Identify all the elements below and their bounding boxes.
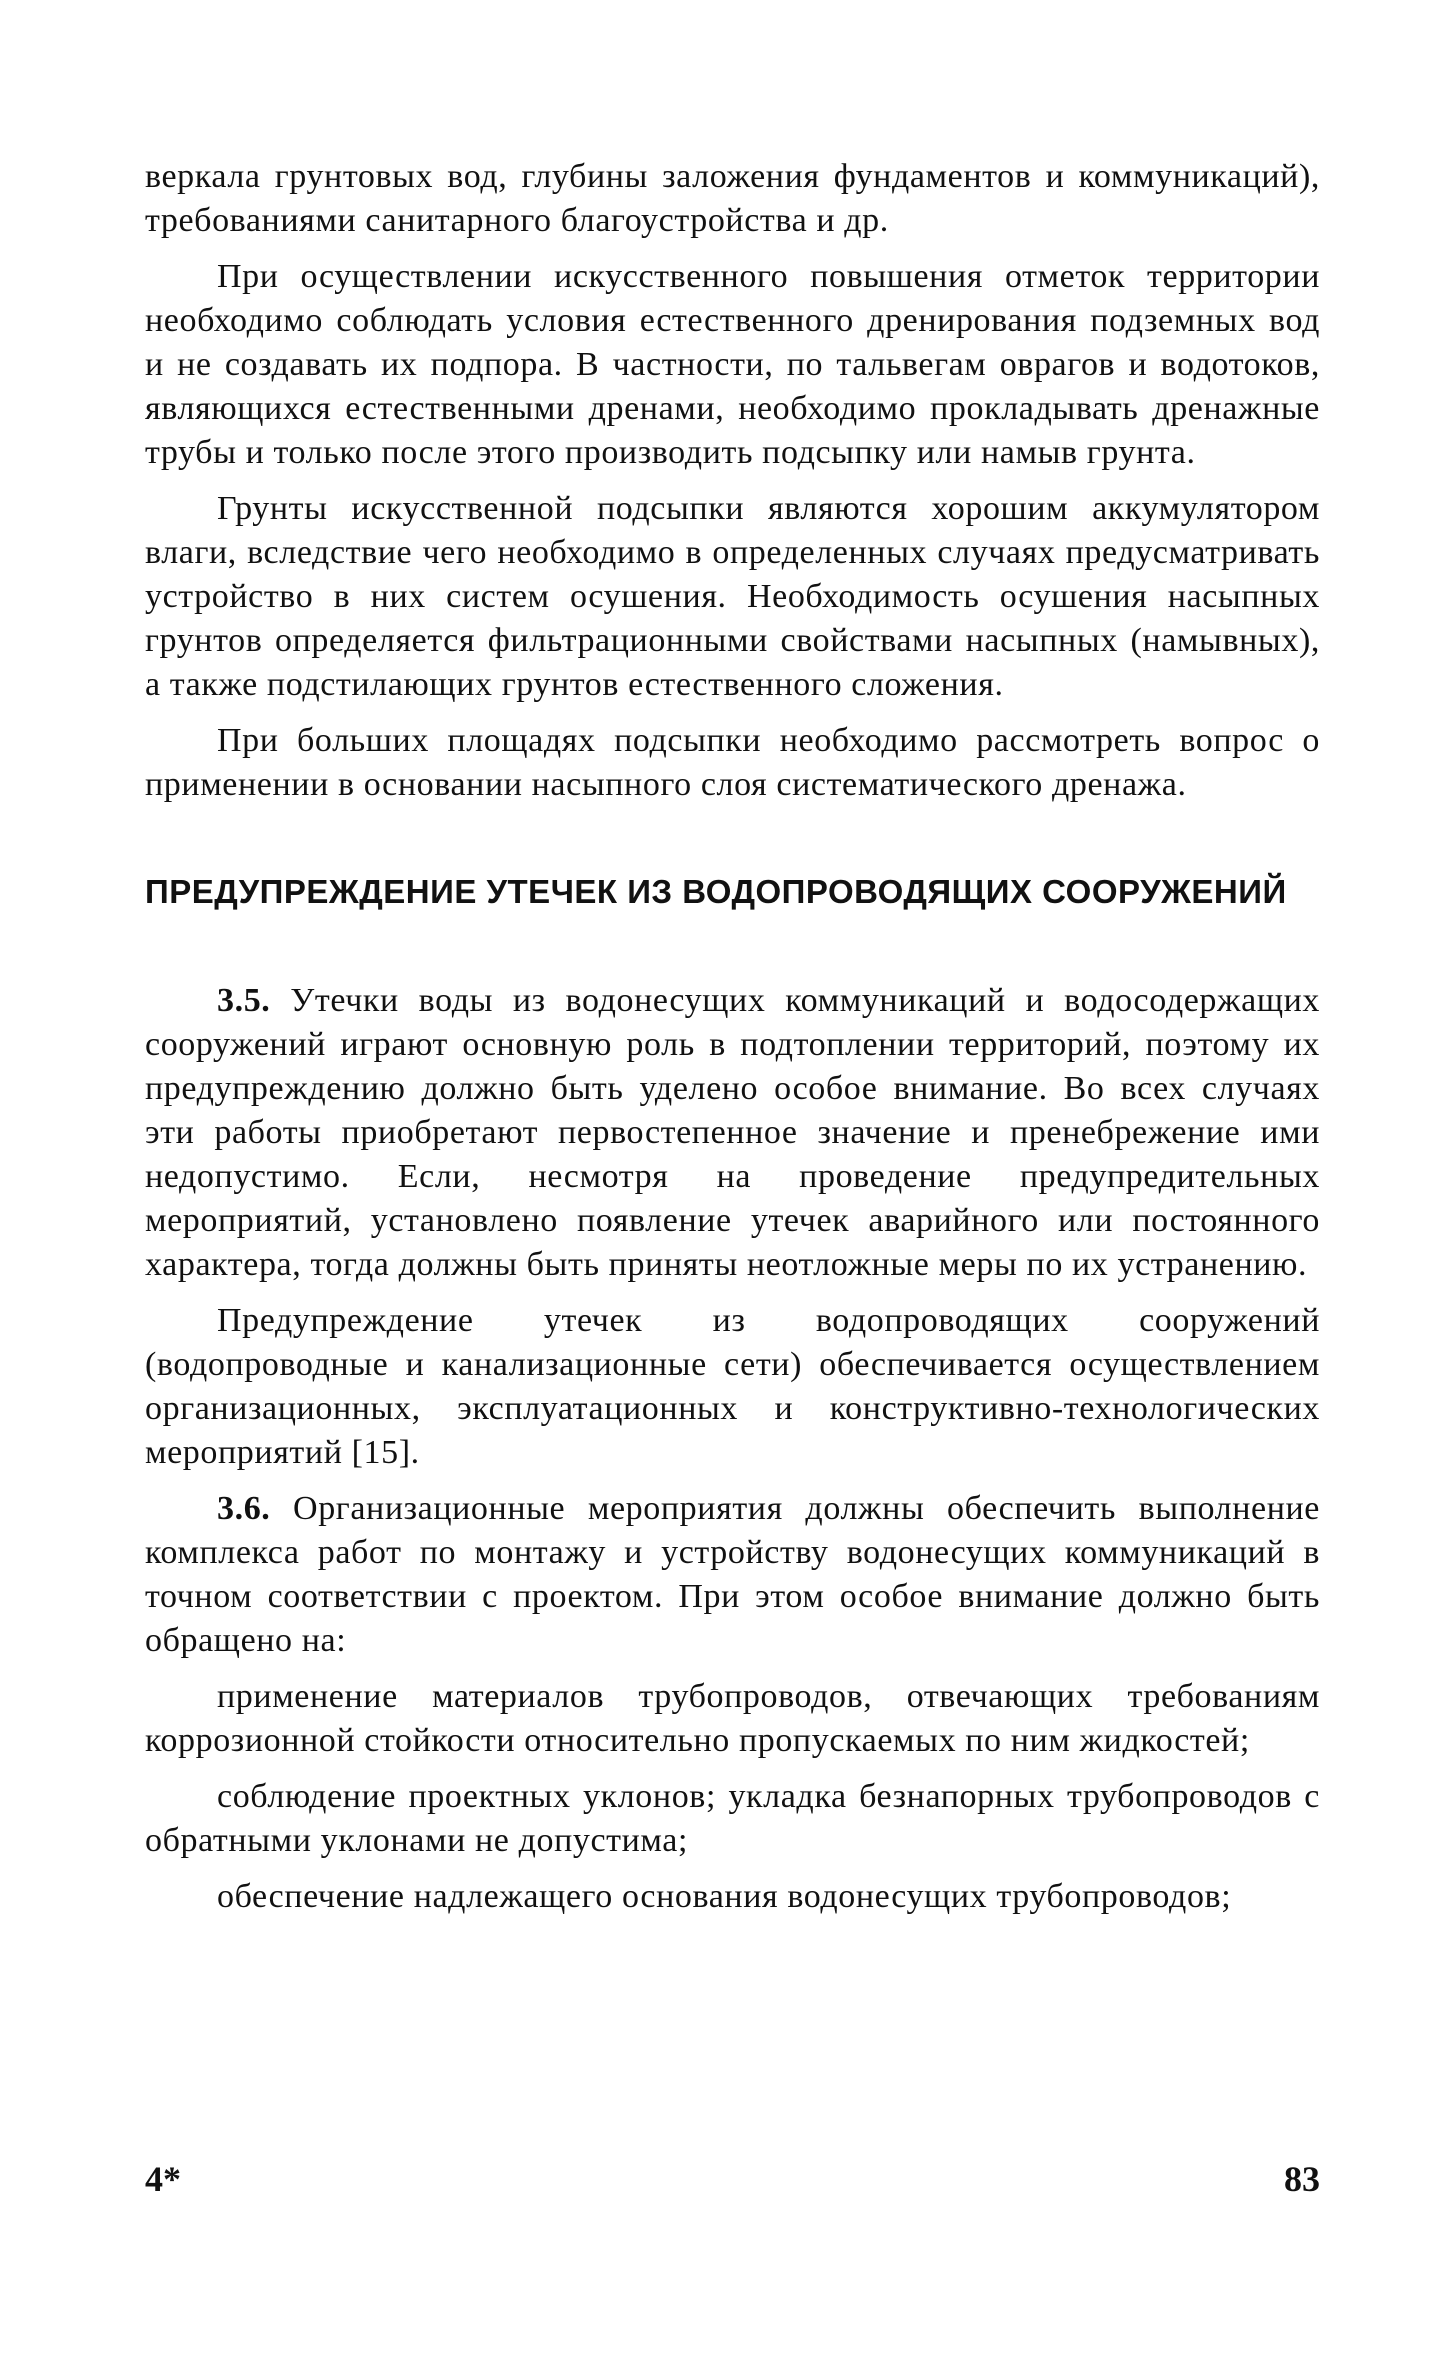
section-3-5-text: Утечки воды из водонесущих коммуникаций и водосодержащих сооружений играют основную роль в подтоплении территорий, поэтому их предупреждению должно быть уделено особое внимание. Во всех случаях эти работы приобретают первостепенное значение и пренебрежение ими недопустимо. Если, несмотря на проведение предупредительных мероприятий, установлено появление утечек аварийного или постоянного характера, тогда должны быть приняты неотложные меры по их устранению. [145, 982, 1320, 1283]
page-footer [145, 2158, 1320, 2208]
page-body [145, 155, 1320, 1931]
section-number-3-5: 3.5. [217, 982, 271, 1019]
list-item: соблюдение проектных уклонов; укладка безнапорных трубопроводов с обратными уклонами не допустима; [145, 1778, 1320, 1859]
signature-mark: 4* [145, 2159, 181, 2199]
page-number: 83 [1284, 2159, 1320, 2199]
paragraph-artificial-raising: При осуществлении искусственного повышения отметок территории необходимо соблюдать условия естественного дренирования подземных вод и не создавать их подпора. В частности, по тальвегам оврагов и водотоков, являющихся естественными дренами, необходимо прокладывать дренажные трубы и только после этого производить подсыпку или намыв грунта. [145, 258, 1320, 471]
paragraph-section-3-5 [145, 979, 1320, 1287]
paragraph-prevention: Предупреждение утечек из водопроводящих сооружений (водопроводные и канализационные сети) обеспечивается осуществлением организационных, эксплуатационных и конструктивно-технологических мероприятий [15]. [145, 1302, 1320, 1471]
paragraph-continuation: веркала грунтовых вод, глубины заложения фундаментов и коммуникаций), требованиями санитарного благоустройства и др. [145, 158, 1320, 239]
section-3-6-text: Организационные мероприятия должны обеспечить выполнение комплекса работ по монтажу и устройству водонесущих коммуникаций в точном соответствии с проектом. При этом особое внимание должно быть обращено на: [145, 1490, 1320, 1659]
paragraph-section-3-6 [145, 1487, 1320, 1663]
paragraph-large-areas: При больших площадях подсыпки необходимо рассмотреть вопрос о применении в основании насыпного слоя систематического дренажа. [145, 722, 1320, 803]
section-number-3-6: 3.6. [217, 1490, 271, 1527]
section-heading: ПРЕДУПРЕЖДЕНИЕ УТЕЧЕК ИЗ ВОДОПРОВОДЯЩИХ СООРУЖЕНИЙ [145, 873, 1287, 910]
list-item: применение материалов трубопроводов, отвечающих требованиям коррозионной стойкости относительно пропускаемых по ним жидкостей; [145, 1678, 1320, 1759]
list-item: обеспечение надлежащего основания водонесущих трубопроводов; [217, 1878, 1232, 1915]
paragraph-fill-soils: Грунты искусственной подсыпки являются хорошим аккумулятором влаги, вследствие чего необходимо в определенных случаях предусматривать устройство в них систем осушения. Необходимость осушения насыпных грунтов определяется фильтрационными свойствами насыпных (намывных), а также подстилающих грунтов естественного сложения. [145, 490, 1320, 703]
